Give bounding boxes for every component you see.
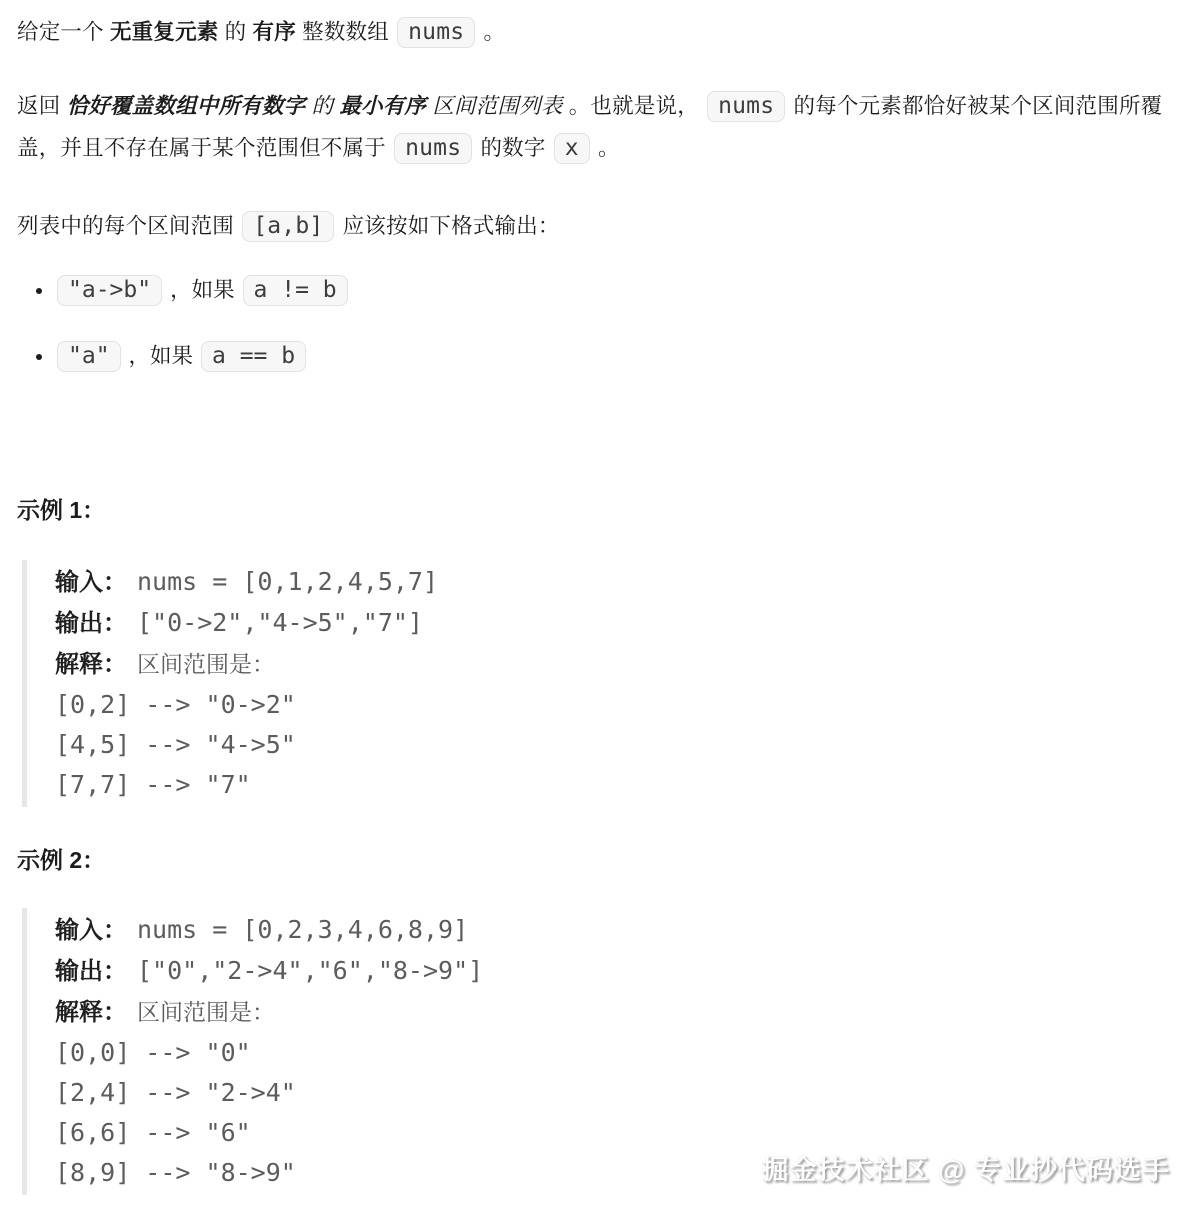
example2-output-line: [55, 951, 1178, 992]
inline-code-single-format: "a": [57, 341, 121, 372]
example1-range-line: [55, 765, 1178, 805]
example1-range-line: [55, 725, 1178, 765]
format-rule-item: [55, 269, 1178, 311]
format-rule-item: [55, 335, 1178, 377]
returns-text: 。也就是说，: [562, 94, 706, 118]
input-label: 输入：: [55, 917, 127, 944]
intro-text: 的: [218, 20, 253, 44]
example2-input-line: [55, 910, 1178, 951]
input-value: nums = [0,2,3,4,6,8,9]: [137, 915, 469, 944]
intro-text: 整数数组: [295, 20, 396, 44]
example1-input-line: [55, 562, 1178, 603]
example2-range-line: [55, 1113, 1178, 1153]
emphasis-minimal-sorted: 最小有序: [339, 94, 427, 118]
example2-range-line: [55, 1073, 1178, 1113]
bold-sorted: 有序: [252, 20, 296, 44]
input-label: 输入：: [55, 569, 127, 596]
output-label: 输出：: [55, 610, 127, 637]
output-value: ["0","2->4","6","8->9"]: [137, 956, 484, 985]
range-mapping: [0,2] --> "0->2": [55, 690, 296, 719]
range-mapping: [0,0] --> "0": [55, 1038, 251, 1067]
rule-text: ，如果: [164, 278, 241, 302]
format-text: 应该按如下格式输出：: [336, 214, 560, 238]
range-mapping: [6,6] --> "6": [55, 1118, 251, 1147]
intro-paragraph: [17, 11, 1178, 53]
example1-range-line: [55, 685, 1178, 725]
returns-text: 的每个元素都恰好被某个区间范围所覆盖，并且不存在属于某个范围但不属于: [17, 94, 1163, 160]
explain-label: 解释：: [55, 651, 127, 678]
returns-text: 的数字: [474, 136, 552, 160]
format-rules-list: [17, 269, 1178, 377]
example2-explain-line: [55, 992, 1178, 1033]
intro-text: 。: [477, 20, 506, 44]
inline-code-nums: nums: [394, 133, 472, 164]
range-mapping: [2,4] --> "2->4": [55, 1078, 296, 1107]
intro-text: 给定一个: [17, 20, 110, 44]
emphasis-range-list: 区间范围列表: [426, 94, 563, 118]
explain-value: 区间范围是：: [137, 999, 275, 1025]
output-label: 输出：: [55, 958, 127, 985]
inline-code-x: x: [554, 133, 590, 164]
format-intro-paragraph: [17, 205, 1178, 247]
inline-code-nums: nums: [707, 91, 785, 122]
inline-code-nums: nums: [397, 17, 475, 48]
range-mapping: [4,5] --> "4->5": [55, 730, 296, 759]
explain-value: 区间范围是：: [137, 651, 275, 677]
inline-code-arrow-format: "a->b": [57, 275, 162, 306]
returns-paragraph: [17, 85, 1178, 169]
input-value: nums = [0,1,2,4,5,7]: [137, 567, 439, 596]
example2-heading: 示例 2：: [17, 847, 106, 873]
inline-code-condition: a == b: [201, 341, 306, 372]
watermark-text: 掘金技术社区 @ 专业抄代码选手: [761, 1155, 1170, 1185]
returns-text: 返回: [17, 94, 67, 118]
format-text: 列表中的每个区间范围: [17, 214, 241, 238]
rule-text: ，如果: [122, 344, 199, 368]
bold-no-duplicates: 无重复元素: [109, 20, 219, 44]
example1-heading: 示例 1：: [17, 497, 106, 523]
explain-label: 解释：: [55, 999, 127, 1026]
emphasis-de: 的: [305, 94, 340, 118]
inline-code-condition: a != b: [243, 275, 348, 306]
emphasis-cover-all: 恰好覆盖数组中所有数字: [66, 94, 306, 118]
inline-code-interval: [a,b]: [242, 211, 334, 242]
example1-output-line: [55, 603, 1178, 644]
example1-explain-line: [55, 644, 1178, 685]
range-mapping: [8,9] --> "8->9": [55, 1158, 296, 1187]
example2-range-line: [55, 1033, 1178, 1073]
output-value: ["0->2","4->5","7"]: [137, 608, 423, 637]
returns-text: 。: [591, 136, 620, 160]
example1-code-block: [22, 560, 1178, 807]
range-mapping: [7,7] --> "7": [55, 770, 251, 799]
